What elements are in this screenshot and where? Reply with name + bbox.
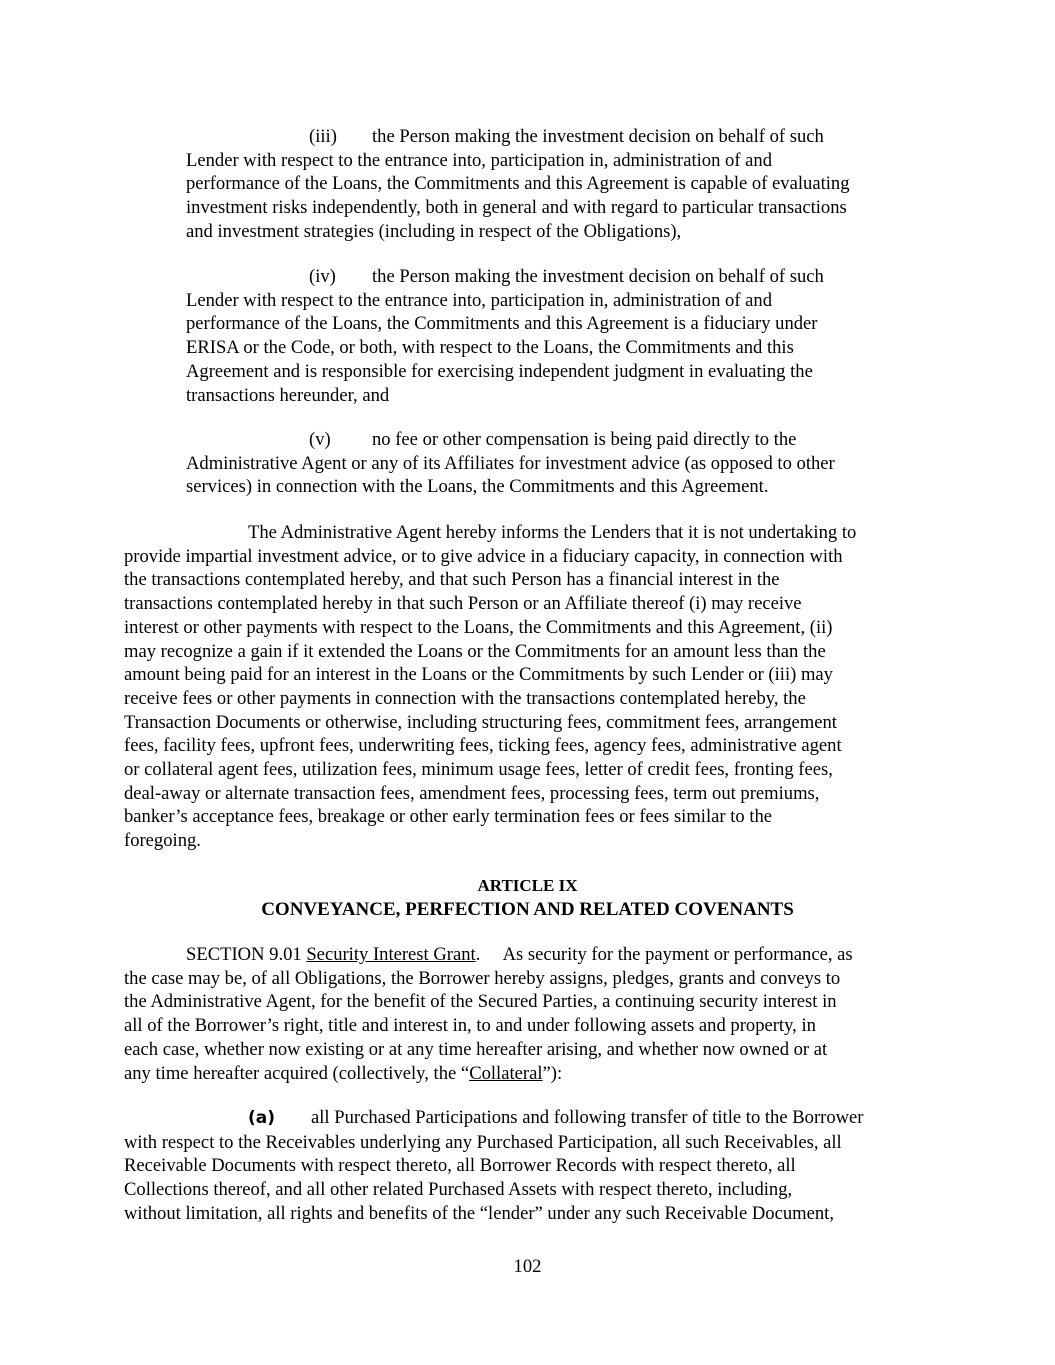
- text-line: receive fees or other payments in connection with the transactions contemplated hereby, the: [124, 687, 806, 709]
- text-line: Lender with respect to the entrance into, participation in, administration of and: [186, 289, 773, 311]
- text-line: all of the Borrower’s right, title and interest in, to and under following assets and property, in: [124, 1015, 816, 1037]
- text-line: all Purchased Participations and following transfer of title to the Borrower: [311, 1107, 864, 1128]
- text-line: ”):: [542, 1062, 563, 1084]
- text-line: provide impartial investment advice, or to give advice in a fiduciary capacity, in connection with: [124, 545, 843, 567]
- clause-number: (a): [248, 1108, 276, 1128]
- defined-term: Collateral: [469, 1062, 543, 1084]
- text-line: Transaction Documents or otherwise, including structuring fees, commitment fees, arrangement: [124, 711, 837, 733]
- text-line: Collections thereof, and all other related Purchased Assets with respect thereto, including,: [124, 1179, 793, 1201]
- text-line: the transactions contemplated hereby, and that such Person has a financial interest in the: [124, 569, 780, 591]
- text-line: transactions hereunder, and: [186, 384, 390, 406]
- text-line: interest or other payments with respect to the Loans, the Commitments and this Agreement, (ii): [124, 616, 833, 638]
- article-title: CONVEYANCE, PERFECTION AND RELATED COVENANTS: [261, 899, 794, 920]
- section-title: Security Interest Grant: [306, 944, 476, 965]
- text-line: may recognize a gain if it extended the Loans or the Commitments for an amount less than the: [124, 640, 826, 662]
- text-line: any time hereafter acquired (collectively, the “: [124, 1062, 470, 1084]
- text-line: investment risks independently, both in general and with regard to particular transactions: [186, 197, 847, 219]
- text-line: Agreement and is responsible for exercising independent judgment in evaluating the: [186, 360, 813, 382]
- text-line: Administrative Agent or any of its Affiliates for investment advice (as opposed to other: [186, 452, 835, 474]
- text-line: performance of the Loans, the Commitments and this Agreement is a fiduciary under: [186, 313, 818, 335]
- article-number: ARTICLE IX: [477, 876, 578, 895]
- text-line: ERISA or the Code, or both, with respect to the Loans, the Commitments and this: [186, 337, 794, 359]
- clause-iii: [186, 125, 946, 244]
- text-line: Receivable Documents with respect thereto, all Borrower Records with respect thereto, all: [124, 1155, 796, 1177]
- text-line: and investment strategies (including in respect of the Obligations),: [186, 220, 682, 242]
- section-label: SECTION 9.01: [186, 944, 307, 965]
- clause-number: (iii): [309, 126, 337, 147]
- text-line: services) in connection with the Loans, the Commitments and this Agreement.: [186, 476, 769, 498]
- agent-disclosure-paragraph: [124, 521, 944, 853]
- text-line: transactions contemplated hereby in that such Person or an Affiliate thereof (i) may receive: [124, 593, 802, 615]
- text-line: the case may be, of all Obligations, the Borrower hereby assigns, pledges, grants and conveys to: [124, 967, 841, 989]
- text-line: . As security for the payment or performance, as: [475, 944, 853, 965]
- text-line: the Person making the investment decision on behalf of such: [372, 126, 824, 147]
- text-line: without limitation, all rights and benefits of the “lender” under any such Receivable Document,: [124, 1202, 834, 1224]
- text-line: deal-away or alternate transaction fees, amendment fees, processing fees, term out premiums,: [124, 782, 820, 804]
- clause-number: (iv): [309, 266, 336, 287]
- text-line: The Administrative Agent hereby informs the Lenders that it is not undertaking to: [248, 522, 857, 543]
- text-line: banker’s acceptance fees, breakage or other early termination fees or fees similar to the: [124, 806, 773, 828]
- text-line: each case, whether now existing or at any time hereafter arising, and whether now owned or at: [124, 1038, 828, 1060]
- clause-v: [186, 428, 946, 499]
- text-line: foregoing.: [124, 830, 201, 852]
- text-line: amount being paid for an interest in the Loans or the Commitments by such Lender or (iii) may: [124, 664, 833, 686]
- text-line: with respect to the Receivables underlying any Purchased Participation, all such Receivables, all: [124, 1131, 842, 1153]
- text-line: performance of the Loans, the Commitments and this Agreement is capable of evaluating: [186, 173, 850, 195]
- text-line: no fee or other compensation is being paid directly to the: [372, 429, 797, 450]
- text-line: Lender with respect to the entrance into, participation in, administration of and: [186, 149, 773, 171]
- text-line: or collateral agent fees, utilization fees, minimum usage fees, letter of credit fees, fronting fees,: [124, 759, 833, 781]
- text-line: the Administrative Agent, for the benefit of the Secured Parties, a continuing security interest in: [124, 991, 837, 1013]
- clause-iv: [186, 265, 946, 407]
- text-line: fees, facility fees, upfront fees, underwriting fees, ticking fees, agency fees, administrative agent: [124, 735, 842, 757]
- clause-number: (v): [309, 429, 331, 450]
- clause-a: [124, 1106, 944, 1226]
- section-9-01: [124, 943, 944, 1085]
- page-number: 102: [513, 1256, 542, 1277]
- text-line: the Person making the investment decision on behalf of such: [372, 266, 824, 287]
